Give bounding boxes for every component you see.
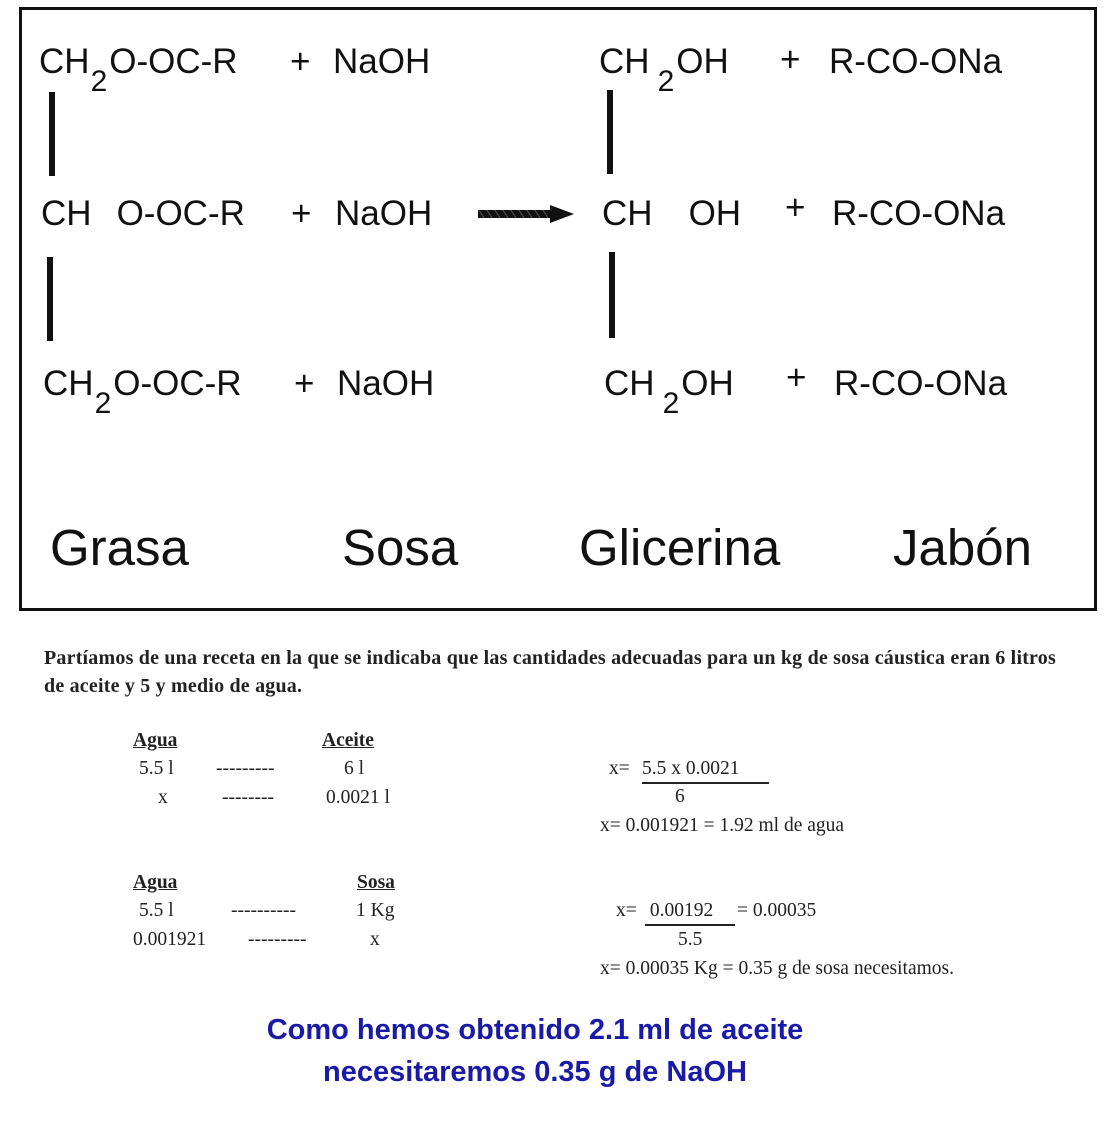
value-cell: x — [370, 929, 380, 950]
calc-denominator: 5.5 — [678, 929, 703, 950]
value-cell: 0.001921 — [133, 929, 207, 950]
bond-line — [609, 252, 615, 338]
dash-separator: --------- — [216, 758, 275, 779]
calc-prefix: x= — [609, 758, 630, 779]
product-soap: R-CO-ONa — [832, 194, 1006, 233]
value-cell: 5.5 l — [139, 900, 174, 921]
bond-line — [47, 257, 53, 341]
header-agua: Agua — [133, 872, 178, 893]
reaction-arrow-icon — [478, 205, 574, 223]
label-glicerina: Glicerina — [579, 519, 781, 576]
value-cell: 1 Kg — [356, 900, 395, 921]
value-cell: 6 l — [344, 758, 365, 779]
header-agua: Agua — [133, 730, 178, 751]
dash-separator: -------- — [222, 787, 274, 808]
product-row-2: CH OH — [602, 194, 742, 233]
reactant-row-1: CH2O-OC-R — [39, 42, 238, 98]
product-soap: R-CO-ONa — [829, 42, 1003, 81]
calc-result: x= 0.00035 Kg = 0.35 g de sosa necesitamos. — [600, 958, 954, 979]
recipe-paragraph: Partíamos de una receta en la que se indicaba que las cantidades adecuadas para un kg de sosa cáustica eran 6 litros de aceite y 5 y medio de agua. — [44, 647, 1056, 697]
calc-prefix: x= — [616, 900, 637, 921]
value-cell: 5.5 l — [139, 758, 174, 779]
calc-result: x= 0.001921 = 1.92 ml de agua — [600, 815, 845, 836]
label-jabon: Jabón — [893, 519, 1032, 576]
label-sosa: Sosa — [342, 519, 459, 576]
conclusion-line-1: Como hemos obtenido 2.1 ml de aceite — [266, 1014, 804, 1046]
plus-sign: + — [291, 194, 312, 233]
dash-separator: ---------- — [231, 900, 296, 921]
product-row-1: CH2OH — [599, 42, 729, 98]
bond-line — [607, 90, 613, 174]
calc-numerator: 0.00192 — [645, 900, 719, 921]
calc-result-inline: = 0.00035 — [737, 900, 817, 921]
value-cell: 0.0021 l — [326, 787, 390, 808]
calc-numerator: 5.5 x 0.0021 — [642, 758, 740, 779]
reactant-row-3: CH2O-OC-R — [43, 364, 242, 420]
plus-sign: + — [785, 188, 806, 227]
plus-sign: + — [780, 40, 801, 79]
product-soap: R-CO-ONa — [834, 364, 1008, 403]
plus-sign: + — [786, 358, 807, 397]
bond-line — [49, 92, 55, 176]
label-grasa: Grasa — [50, 519, 189, 576]
header-sosa: Sosa — [357, 872, 395, 893]
reagent-naoh: NaOH — [337, 364, 435, 403]
conclusion-line-2: necesitaremos 0.35 g de NaOH — [323, 1056, 747, 1088]
value-cell: x — [158, 787, 168, 808]
calc-denominator: 6 — [675, 786, 685, 807]
product-row-3: CH2OH — [604, 364, 734, 420]
fraction-bar — [642, 782, 769, 784]
fraction-bar — [645, 924, 735, 926]
dash-separator: --------- — [248, 929, 307, 950]
reactant-row-2: CH O-OC-R — [41, 194, 245, 233]
reagent-naoh: NaOH — [333, 42, 431, 81]
reagent-naoh: NaOH — [335, 194, 433, 233]
header-aceite: Aceite — [322, 730, 374, 751]
plus-sign: + — [290, 42, 311, 81]
plus-sign: + — [294, 364, 315, 403]
